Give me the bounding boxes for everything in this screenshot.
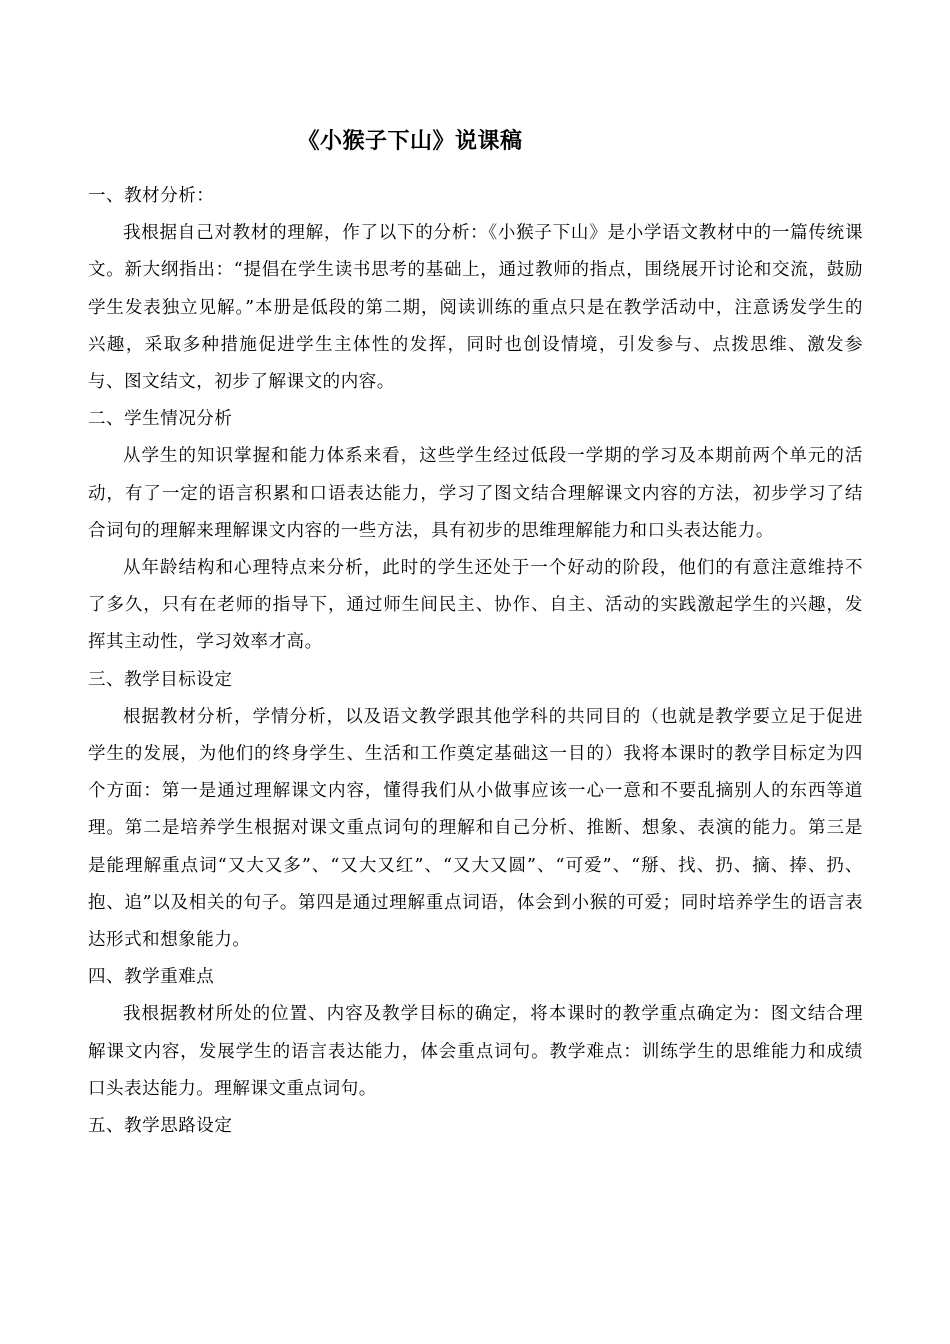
paragraph: 根据教材分析，学情分析，以及语文教学跟其他学科的共同目的（也就是教学要立足于促进学生的发展，为他们的终身学生、生活和工作奠定基础这一目的）我将本课时的教学目标定为四个方面：第一是通过理解课文内容，懂得我们从小做事应该一心一意和不要乱摘别人的东西等道理。第二是培养学生根据对课文重点词句的理解和自己分析、推断、想象、表演的能力。第三是是能理解重点词“又大又多”、“又大又红”、“又大又圆”、“可爱”、“掰、找、扔、摘、捧、扔、抱、追”以及相关的句子。第四是通过理解重点词语，体会到小猴的可爱；同时培养学生的语言表达形式和想象能力。 <box>88 706 863 951</box>
document-title-text: 《小猴子下山》说课稿 <box>297 129 523 154</box>
document-title <box>0 126 820 158</box>
section-student-analysis <box>88 401 863 661</box>
section-heading: 五、教学思路设定 <box>88 1116 233 1137</box>
section-heading: 一、教材分析： <box>88 186 215 206</box>
section-heading: 四、教学重难点 <box>88 967 215 988</box>
paragraph: 从学生的知识掌握和能力体系来看，这些学生经过低段一学期的学习及本期前两个单元的活动，有了一定的语言积累和口语表达能力，学习了图文结合理解课文内容的方法，初步学习了结合词句的理解来理解课文内容的一些方法，具有初步的思维理解能力和口头表达能力。 <box>88 446 863 541</box>
paragraph: 我根据自己对教材的理解，作了以下的分析：《小猴子下山》是小学语文教材中的一篇传统课文。新大纲指出：“提倡在学生读书思考的基础上，通过教师的指点，围绕展开讨论和交流，鼓励学生发表独立见解。”本册是低段的第二期，阅读训练的重点只是在教学活动中，注意诱发学生的兴趣，采取多种措施促进学生主体性的发挥，同时也创设情境，引发参与、点拨思维、激发参与、图文结文，初步了解课文的内容。 <box>88 223 863 393</box>
section-teaching-goals <box>88 662 863 960</box>
section-key-difficulties <box>88 959 863 1108</box>
section-heading: 二、学生情况分析 <box>88 409 233 430</box>
section-teaching-approach <box>88 1108 863 1145</box>
section-heading: 三、教学目标设定 <box>88 669 233 690</box>
section-textbook-analysis <box>88 178 863 401</box>
paragraph: 从年龄结构和心理特点来分析，此时的学生还处于一个好动的阶段，他们的有意注意维持不了多久，只有在老师的指导下，通过师生间民主、协作、自主、活动的实践激起学生的兴趣，发挥其主动性，学习效率才高。 <box>88 558 863 653</box>
document-body <box>88 178 863 1145</box>
paragraph: 我根据教材所处的位置、内容及教学目标的确定，将本课时的教学重点确定为：图文结合理解课文内容，发展学生的语言表达能力，体会重点词句。教学难点：训练学生的思维能力和成绩口头表达能力。理解课文重点词句。 <box>88 1004 863 1099</box>
